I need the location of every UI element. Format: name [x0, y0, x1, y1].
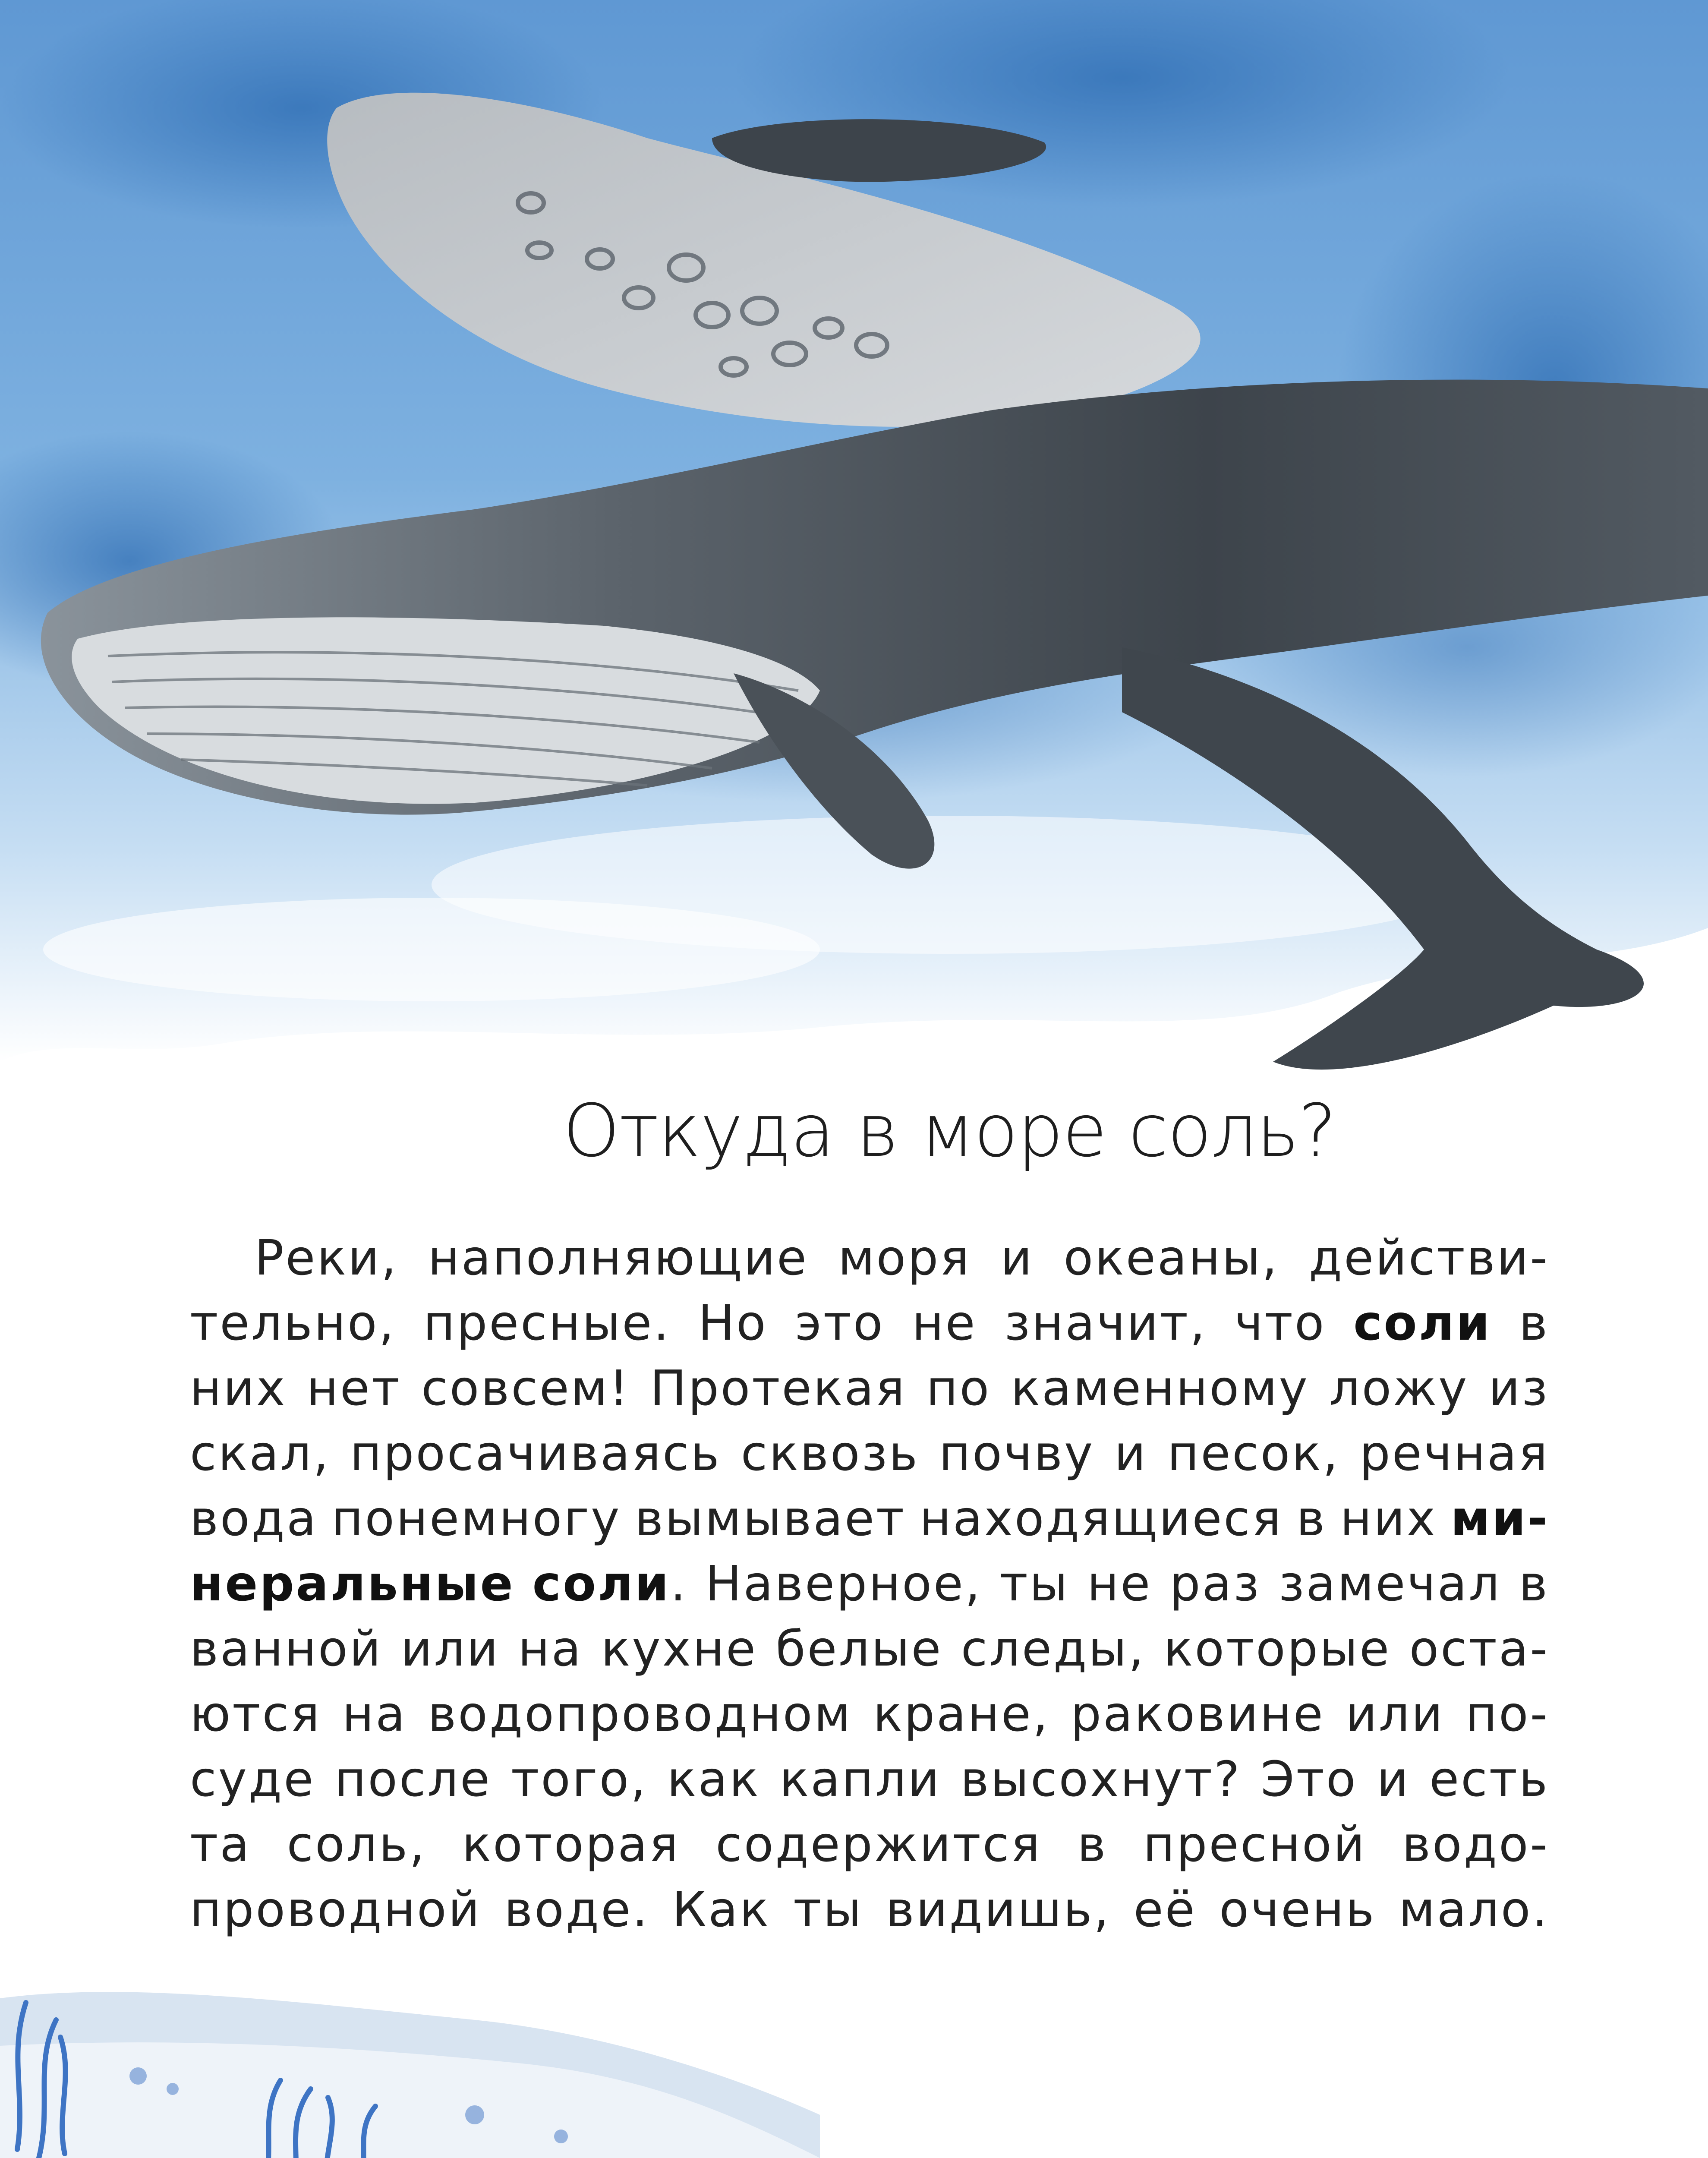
paragraph-line — [190, 1617, 1549, 1682]
paragraph-word: в — [1077, 1817, 1108, 1873]
paragraph-word: или — [400, 1621, 500, 1677]
paragraph-word: или — [1346, 1686, 1445, 1742]
paragraph-word: очень — [1219, 1882, 1376, 1938]
paragraph-word: того, — [511, 1751, 648, 1808]
paragraph-word: мало. — [1399, 1882, 1549, 1938]
paragraph-word: пресные. — [423, 1295, 671, 1351]
paragraph-line — [190, 1421, 1549, 1486]
paragraph-line — [190, 1552, 1549, 1617]
paragraph-word: понемногу — [331, 1491, 621, 1547]
page-title: Откуда в море соль? — [563, 1088, 1336, 1173]
paragraph-word: значит, — [1004, 1295, 1207, 1351]
paragraph-word: Реки, — [255, 1230, 398, 1286]
paragraph-word: и — [1000, 1230, 1034, 1286]
paragraph-word: в — [1296, 1491, 1327, 1547]
paragraph-word: и — [1377, 1751, 1410, 1808]
paragraph-word: не — [912, 1295, 977, 1351]
paragraph-word: тельно, — [190, 1295, 396, 1351]
paragraph-word: неральные — [190, 1556, 515, 1612]
paragraph-line — [190, 1226, 1549, 1291]
paragraph-word: сквозь — [741, 1426, 920, 1482]
paragraph-word: её — [1133, 1882, 1197, 1938]
paragraph-word: на — [342, 1686, 407, 1742]
paragraph-word: после — [334, 1751, 492, 1808]
article-paragraph — [190, 1226, 1549, 1943]
paragraph-word: раз — [1169, 1556, 1261, 1612]
paragraph-word: ты — [793, 1882, 863, 1938]
paragraph-word: по — [926, 1360, 991, 1417]
paragraph-word: не — [1087, 1556, 1152, 1612]
paragraph-word: Наверное, — [705, 1556, 982, 1612]
paragraph-word: ложу — [1329, 1360, 1469, 1417]
paragraph-word: моря — [838, 1230, 971, 1286]
paragraph-word: высохнут? — [960, 1751, 1242, 1808]
paragraph-word: речная — [1359, 1426, 1549, 1482]
paragraph-word: Это — [1261, 1751, 1358, 1808]
seabed-illustration — [0, 1934, 820, 2158]
paragraph-word: вымывает — [635, 1491, 906, 1547]
paragraph-line — [190, 1877, 1549, 1943]
paragraph-word: ются — [190, 1686, 321, 1742]
paragraph-word: суде — [190, 1751, 315, 1808]
paragraph-word: раковине — [1070, 1686, 1325, 1742]
paragraph-word: что — [1234, 1295, 1326, 1351]
paragraph-word: в — [1519, 1295, 1549, 1351]
paragraph-word: ты — [999, 1556, 1070, 1612]
paragraph-word: на — [518, 1621, 583, 1677]
paragraph-word: скал, — [190, 1426, 331, 1482]
paragraph-word: следы, — [961, 1621, 1146, 1677]
paragraph-word: соль, — [287, 1817, 426, 1873]
paragraph-word: водопроводном — [428, 1686, 852, 1742]
paragraph-word: ванной — [190, 1621, 383, 1677]
paragraph-word: просачиваясь — [350, 1426, 721, 1482]
paragraph-word: вода — [190, 1491, 318, 1547]
paragraph-word: которая — [462, 1817, 680, 1873]
paragraph-word: воде. — [504, 1882, 649, 1938]
paragraph-word: соли. — [532, 1556, 688, 1612]
paragraph-word: совсем! — [421, 1360, 630, 1417]
paragraph-word: как — [667, 1751, 760, 1808]
paragraph-word: содержится — [715, 1817, 1042, 1873]
paragraph-word: есть — [1429, 1751, 1549, 1808]
paragraph-line — [190, 1812, 1549, 1877]
paragraph-word: кухне — [601, 1621, 758, 1677]
paragraph-word: видишь, — [886, 1882, 1111, 1938]
paragraph-word: них — [1340, 1491, 1437, 1547]
paragraph-line — [190, 1486, 1549, 1552]
paragraph-word: ми- — [1450, 1491, 1549, 1547]
paragraph-word: та — [190, 1817, 251, 1873]
paragraph-word: океаны, — [1063, 1230, 1279, 1286]
paragraph-word: и — [1114, 1426, 1148, 1482]
paragraph-word: по- — [1465, 1686, 1549, 1742]
paragraph-word: Как — [672, 1882, 771, 1938]
paragraph-word: капли — [779, 1751, 941, 1808]
paragraph-word: находящиеся — [919, 1491, 1283, 1547]
paragraph-word: песок, — [1167, 1426, 1340, 1482]
paragraph-line — [190, 1682, 1549, 1747]
paragraph-word: которые — [1163, 1621, 1391, 1677]
paragraph-line — [190, 1747, 1549, 1812]
paragraph-word: каменному — [1011, 1360, 1309, 1417]
paragraph-word: замечал — [1278, 1556, 1501, 1612]
paragraph-word: водо- — [1402, 1817, 1549, 1873]
paragraph-word: это — [795, 1295, 885, 1351]
paragraph-word: оста- — [1409, 1621, 1549, 1677]
paragraph-word: кране, — [873, 1686, 1050, 1742]
paragraph-word: почву — [939, 1426, 1095, 1482]
paragraph-word: наполняющие — [428, 1230, 808, 1286]
paragraph-word: них — [190, 1360, 287, 1417]
paragraph-word: пресной — [1143, 1817, 1367, 1873]
paragraph-word: Протекая — [650, 1360, 907, 1417]
paragraph-word: Но — [698, 1295, 768, 1351]
paragraph-word: проводной — [190, 1882, 482, 1938]
paragraph-word: белые — [775, 1621, 943, 1677]
paragraph-line — [190, 1291, 1549, 1356]
paragraph-word: действи- — [1308, 1230, 1549, 1286]
paragraph-word: из — [1488, 1360, 1549, 1417]
paragraph-word: нет — [306, 1360, 401, 1417]
paragraph-line — [190, 1356, 1549, 1421]
paragraph-word: соли — [1353, 1295, 1492, 1351]
paragraph-word: в — [1519, 1556, 1549, 1612]
